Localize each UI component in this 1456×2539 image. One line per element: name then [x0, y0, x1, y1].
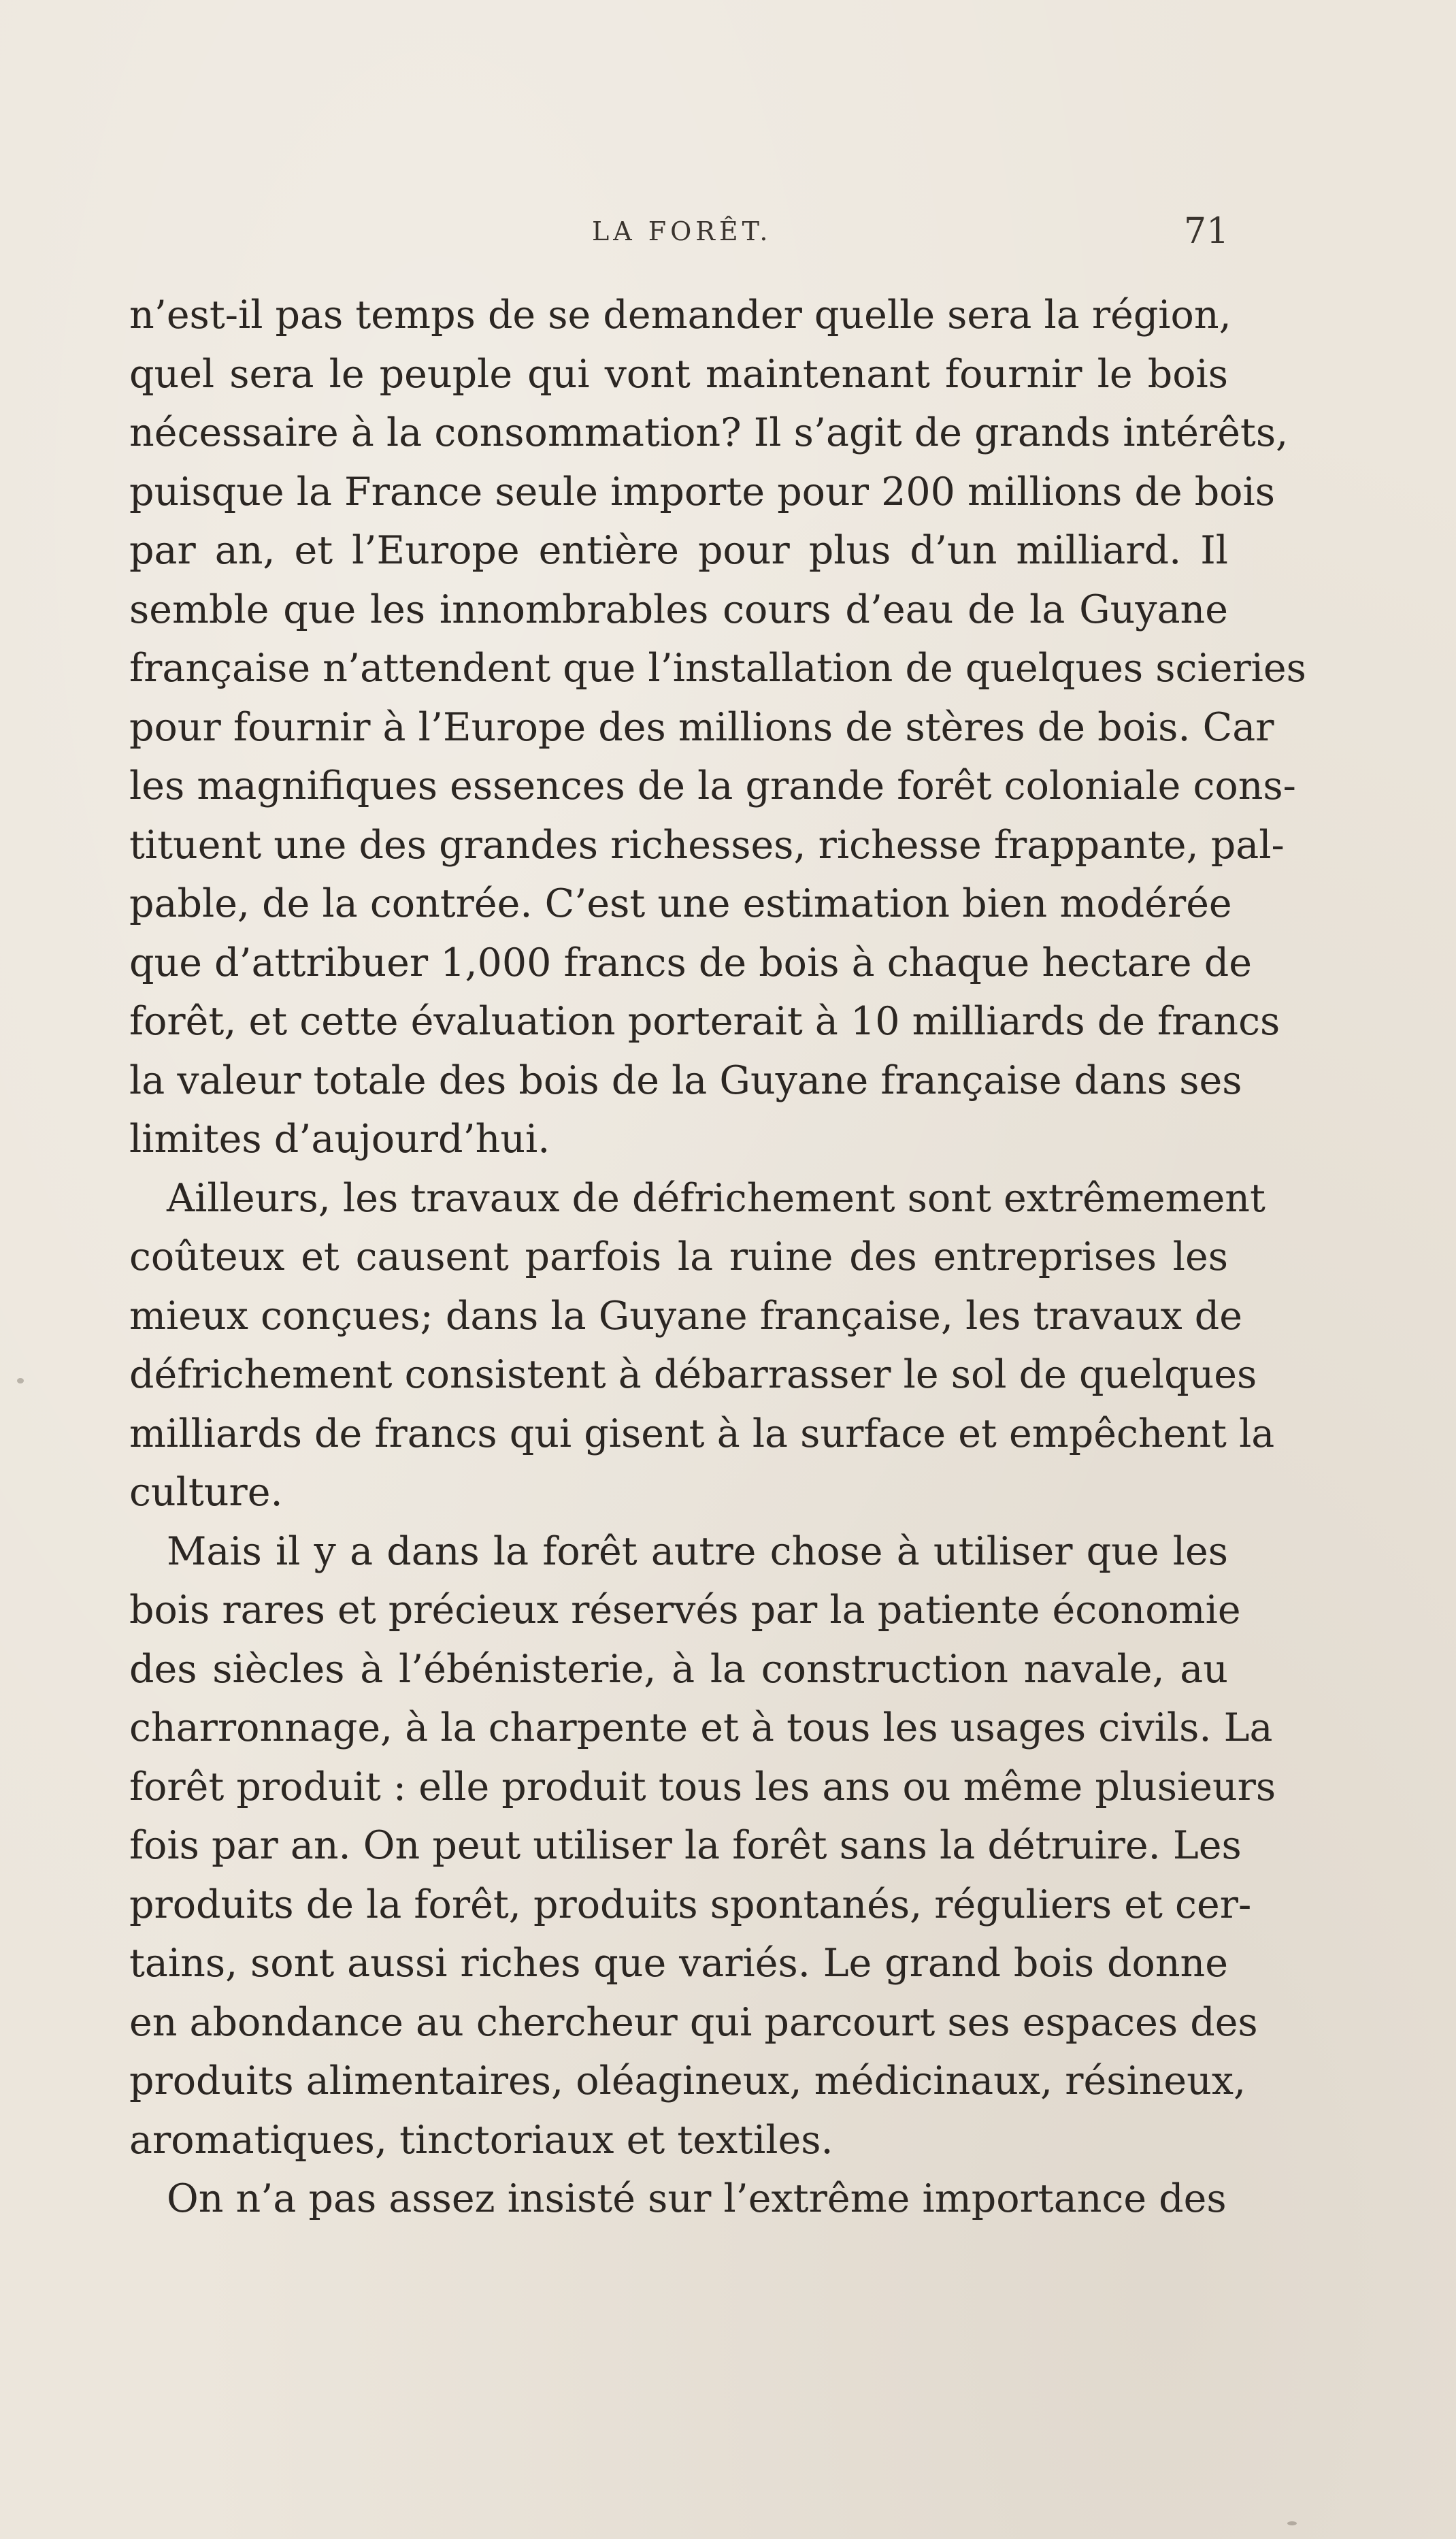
text-line: bois rares et précieux réservés par la patiente économie [129, 1588, 1241, 1633]
text-line: des siècles à l’ébénisterie, à la construction navale, au [129, 1646, 1228, 1692]
text-line: en abondance au chercheur qui parcourt ses espaces des [129, 1999, 1258, 2045]
text-line: n’est-il pas temps de se demander quelle sera la région, [129, 293, 1231, 338]
text-line: coûteux et causent parfois la ruine des entreprises les [129, 1234, 1228, 1279]
text-line: forêt produit : elle produit tous les ans ou même plusieurs [129, 1764, 1276, 1809]
text-line: nécessaire à la consommation? Il s’agit de grands intérêts, [129, 410, 1289, 455]
running-title: LA FORÊT. [592, 216, 772, 246]
paper-speck [17, 1378, 24, 1383]
text-line: milliards de francs qui gisent à la surface et empêchent la [129, 1411, 1275, 1456]
text-line: limites d’aujourd’hui. [129, 1117, 550, 1162]
text-line: pable, de la contrée. C’est une estimation bien modérée [129, 881, 1232, 926]
text-line: semble que les innombrables cours d’eau de la Guyane [129, 587, 1228, 632]
text-line: culture. [129, 1470, 283, 1515]
text-line: fois par an. On peut utiliser la forêt sans la détruire. Les [129, 1823, 1242, 1868]
text-line: défrichement consistent à débarrasser le sol de quelques [129, 1352, 1257, 1397]
text-line: quel sera le peuple qui vont maintenant fournir le bois [129, 351, 1228, 397]
paragraph-start-line: On n’a pas assez insisté sur l’extrême importance des [167, 2176, 1227, 2221]
body-text [129, 286, 1306, 2229]
text-line: forêt, et cette évaluation porterait à 10 milliards de francs [129, 999, 1280, 1044]
text-line: tains, sont aussi riches que variés. Le grand bois donne [129, 1941, 1228, 1986]
text-line: puisque la France seule importe pour 200 millions de bois [129, 469, 1275, 514]
paper-speck [1287, 2521, 1297, 2525]
text-line: produits de la forêt, produits spontanés, réguliers et cer- [129, 1882, 1252, 1927]
text-line: produits alimentaires, oléagineux, médicinaux, résineux, [129, 2059, 1246, 2103]
text-line: aromatiques, tinctoriaux et textiles. [129, 2117, 833, 2163]
text-line: la valeur totale des bois de la Guyane française dans ses [129, 1058, 1242, 1103]
text-line: française n’attendent que l’installation de quelques scieries [129, 646, 1306, 691]
text-line: les magnifiques essences de la grande forêt coloniale cons- [129, 764, 1296, 808]
paragraph-start-line: Mais il y a dans la forêt autre chose à utiliser que les [167, 1528, 1228, 1574]
text-line: par an, et l’Europe entière pour plus d’un milliard. Il [129, 528, 1228, 573]
page-number: 71 [1184, 211, 1229, 252]
text-line: mieux conçues; dans la Guyane française, les travaux de [129, 1293, 1242, 1339]
text-line: pour fournir à l’Europe des millions de stères de bois. Car [129, 704, 1274, 750]
paragraph-start-line: Ailleurs, les travaux de défrichement sont extrêmement [167, 1175, 1265, 1221]
text-line: charronnage, à la charpente et à tous les usages civils. La [129, 1705, 1273, 1750]
text-line: tituent une des grandes richesses, richesse frappante, pal- [129, 822, 1285, 868]
running-head [0, 211, 1456, 257]
text-line: que d’attribuer 1,000 francs de bois à chaque hectare de [129, 940, 1252, 985]
